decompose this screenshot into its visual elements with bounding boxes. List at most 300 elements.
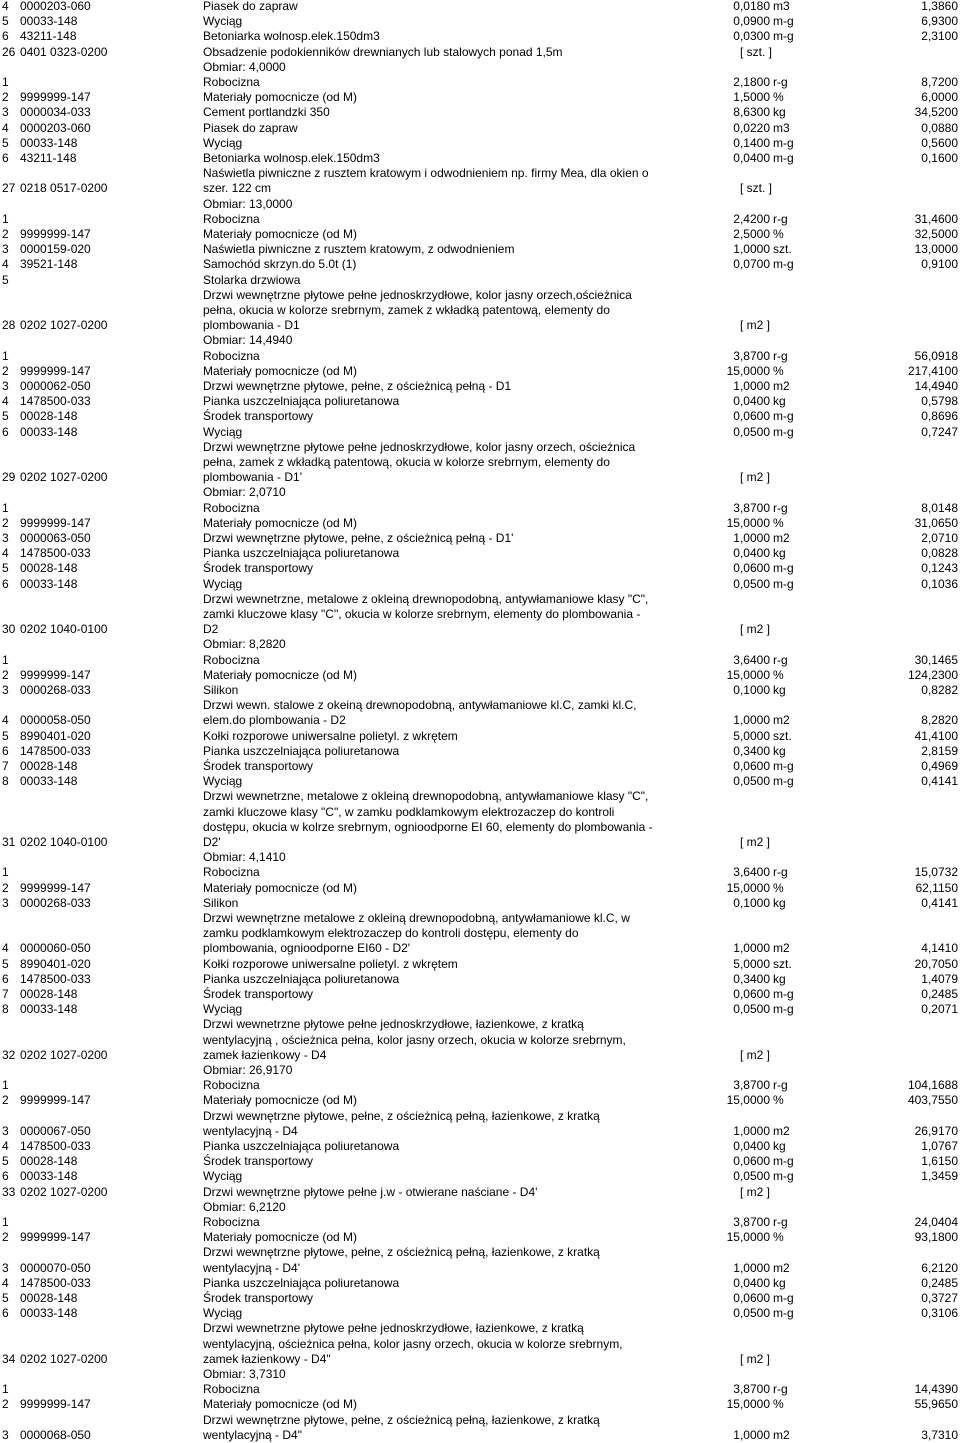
row-number: 3 bbox=[2, 683, 9, 697]
unit: kg bbox=[773, 1275, 786, 1290]
item-code: 0000268-033 bbox=[20, 895, 91, 910]
item-description: Materiały pomocnicze (od M) bbox=[203, 227, 358, 241]
amount: 4,1410 bbox=[921, 941, 958, 956]
item-description: Materiały pomocnicze (od M) bbox=[203, 880, 358, 895]
quantity: 0,0220 bbox=[733, 120, 770, 135]
item-description: Obmiar: 4,1410 bbox=[203, 850, 286, 865]
amount: 13,0000 bbox=[914, 242, 958, 257]
row-number: 4 bbox=[2, 1275, 9, 1290]
amount: 20,7050 bbox=[914, 956, 958, 971]
item-code: 00028-148 bbox=[20, 759, 78, 773]
item-code: 0000067-050 bbox=[20, 1123, 91, 1138]
amount: 8,2820 bbox=[921, 713, 958, 728]
item-code: 00033-148 bbox=[20, 14, 78, 29]
item-description: Drzwi wewnętrzne płytowe, pełne, z ościeżnicą pełną - D1 bbox=[203, 379, 512, 393]
measurement-row bbox=[0, 197, 960, 212]
item-code: 0202 1027-0200 bbox=[20, 1184, 108, 1199]
quantity: 1,0000 bbox=[733, 531, 770, 545]
measurement-row bbox=[0, 60, 960, 75]
item-description: Obmiar: 6,2120 bbox=[203, 1199, 286, 1214]
amount: 1,3860 bbox=[921, 0, 958, 13]
amount: 56,0918 bbox=[914, 348, 958, 363]
position-row bbox=[0, 1321, 960, 1367]
measure-unit: [ m2 ] bbox=[740, 470, 771, 485]
quantity: 0,3400 bbox=[733, 971, 770, 986]
unit: m2 bbox=[773, 941, 790, 956]
position-row bbox=[0, 1017, 960, 1063]
measure-unit: [ m2 ] bbox=[740, 1184, 771, 1199]
table-row bbox=[0, 136, 960, 151]
row-number: 1 bbox=[2, 348, 9, 363]
row-number: 2 bbox=[2, 515, 9, 530]
item-code: 0401 0323-0200 bbox=[20, 44, 108, 59]
item-code: 0000068-050 bbox=[20, 1427, 91, 1442]
quantity: 0,0400 bbox=[733, 1139, 770, 1153]
item-description: Drzwi wewnetrzne, metalowe z okleiną drewnopodobną, antywłamaniowe klasy "C", bbox=[203, 591, 649, 606]
table-row bbox=[0, 1078, 960, 1093]
row-number: 4 bbox=[2, 546, 9, 561]
quantity: 0,0900 bbox=[733, 14, 770, 29]
item-code: 00033-148 bbox=[20, 1306, 78, 1321]
item-description: zamek łazienkowy - D4 bbox=[203, 1047, 327, 1062]
row-number: 4 bbox=[2, 1139, 9, 1153]
table-row bbox=[0, 698, 960, 728]
item-description: Środek transportowy bbox=[203, 409, 314, 424]
item-description: Środek transportowy bbox=[203, 987, 314, 1001]
table-row bbox=[0, 957, 960, 972]
unit: m-g bbox=[773, 561, 794, 576]
item-description: wentylacyjną - D4' bbox=[203, 1260, 300, 1275]
quantity: 0,0500 bbox=[733, 576, 770, 591]
unit: % bbox=[773, 515, 784, 530]
item-code: 0202 1027-0200 bbox=[20, 1351, 108, 1366]
quantity: 0,0600 bbox=[733, 1291, 770, 1305]
item-description: Środek transportowy bbox=[203, 1291, 314, 1305]
row-number: 5 bbox=[2, 14, 9, 29]
quantity: 0,1400 bbox=[733, 135, 770, 150]
item-description: Pianka uszczelniająca poliuretanowa bbox=[203, 743, 400, 758]
item-description: Robocizna bbox=[203, 865, 260, 880]
unit: m2 bbox=[773, 379, 790, 393]
amount: 3,7310 bbox=[921, 1427, 958, 1442]
item-description: Wyciąg bbox=[203, 1306, 243, 1321]
item-code: 9999999-147 bbox=[20, 363, 91, 378]
table-row bbox=[0, 425, 960, 440]
item-description: Pianka uszczelniająca poliuretanowa bbox=[203, 1139, 400, 1153]
item-description: Wyciąg bbox=[203, 14, 243, 29]
row-number: 5 bbox=[2, 561, 9, 576]
table-row bbox=[0, 1002, 960, 1017]
amount: 0,0880 bbox=[921, 120, 958, 135]
table-row bbox=[0, 577, 960, 592]
quantity: 0,1000 bbox=[733, 683, 770, 697]
amount: 0,2071 bbox=[921, 1002, 958, 1017]
row-number: 6 bbox=[2, 576, 9, 591]
amount: 34,5200 bbox=[914, 105, 958, 120]
quantity: 1,0000 bbox=[733, 379, 770, 393]
amount: 0,0828 bbox=[921, 546, 958, 561]
item-description: Drzwi wewn. stalowe z okeiną drewnopodobną, antywłamaniowe kl.C, zamki kl.C, bbox=[203, 698, 637, 713]
row-number: 6 bbox=[2, 1169, 9, 1184]
table-row bbox=[0, 379, 960, 394]
quantity: 3,8700 bbox=[733, 1215, 770, 1229]
unit: m2 bbox=[773, 1427, 790, 1442]
amount: 0,2485 bbox=[921, 1275, 958, 1290]
amount: 31,4600 bbox=[914, 211, 958, 226]
table-row bbox=[0, 75, 960, 90]
amount: 55,9650 bbox=[914, 1397, 958, 1412]
unit: r-g bbox=[773, 348, 788, 363]
unit: m2 bbox=[773, 531, 790, 545]
item-description: Naświetla piwniczne z rusztem kratowym, z odwodnieniem bbox=[203, 242, 515, 257]
unit: kg bbox=[773, 895, 786, 910]
unit: m-g bbox=[773, 759, 794, 773]
item-code: 1478500-033 bbox=[20, 394, 91, 409]
quantity: 0,0700 bbox=[733, 257, 770, 272]
row-number: 3 bbox=[2, 531, 9, 545]
row-number: 4 bbox=[2, 941, 9, 956]
quantity: 0,0600 bbox=[733, 561, 770, 576]
row-number: 3 bbox=[2, 105, 9, 120]
amount: 8,0148 bbox=[921, 500, 958, 515]
row-number: 5 bbox=[2, 1154, 9, 1169]
row-number: 27 bbox=[2, 181, 16, 196]
amount: 0,8696 bbox=[921, 409, 958, 424]
amount: 0,1600 bbox=[921, 151, 958, 165]
table-row bbox=[0, 257, 960, 272]
item-description: Materiały pomocnicze (od M) bbox=[203, 1397, 358, 1412]
item-description: plombowania - D1' bbox=[203, 470, 303, 485]
item-description: Wyciąg bbox=[203, 1002, 243, 1017]
item-description: Robocizna bbox=[203, 1382, 260, 1397]
quantity: 2,4200 bbox=[733, 211, 770, 226]
unit: m2 bbox=[773, 1260, 790, 1275]
row-number: 30 bbox=[2, 622, 16, 637]
row-number: 2 bbox=[2, 667, 9, 682]
quantity: 15,0000 bbox=[726, 880, 770, 895]
quantity: 15,0000 bbox=[726, 363, 770, 378]
unit: m-g bbox=[773, 987, 794, 1001]
item-code: 0202 1040-0100 bbox=[20, 834, 108, 849]
row-number: 33 bbox=[2, 1184, 16, 1199]
quantity: 0,0400 bbox=[733, 151, 770, 165]
item-description: Wyciąg bbox=[203, 576, 243, 591]
item-description: Obmiar: 14,4940 bbox=[203, 333, 293, 348]
position-row bbox=[0, 45, 960, 60]
unit: r-g bbox=[773, 1078, 788, 1093]
table-row bbox=[0, 896, 960, 911]
quantity: 15,0000 bbox=[726, 515, 770, 530]
table-row bbox=[0, 1139, 960, 1154]
unit: % bbox=[773, 1093, 784, 1108]
measurement-row bbox=[0, 1063, 960, 1078]
row-number: 34 bbox=[2, 1351, 16, 1366]
position-row bbox=[0, 166, 960, 196]
amount: 30,1465 bbox=[914, 652, 958, 667]
item-description: Robocizna bbox=[203, 211, 260, 226]
table-row bbox=[0, 1397, 960, 1412]
unit: m-g bbox=[773, 1306, 794, 1321]
quantity: 15,0000 bbox=[726, 667, 770, 682]
item-description: Obmiar: 13,0000 bbox=[203, 196, 293, 211]
row-number: 2 bbox=[2, 1397, 9, 1412]
table-row bbox=[0, 1291, 960, 1306]
item-code: 1478500-033 bbox=[20, 971, 91, 986]
table-row bbox=[0, 1230, 960, 1245]
item-code: 0202 1027-0200 bbox=[20, 318, 108, 333]
item-description: Drzwi wewnetrzne, metalowe z okleiną drewnopodobną, antywłamaniowe klasy "C", bbox=[203, 789, 649, 804]
unit: m-g bbox=[773, 29, 794, 44]
table-row bbox=[0, 501, 960, 516]
amount: 217,4100 bbox=[907, 363, 958, 378]
quantity: 0,0500 bbox=[733, 1306, 770, 1321]
item-description: Drzwi wewnętrzne płytowe pełne j.w - otwierane naściane - D4' bbox=[203, 1184, 538, 1199]
item-code: 0000070-050 bbox=[20, 1260, 91, 1275]
row-number: 29 bbox=[2, 470, 16, 485]
table-row bbox=[0, 744, 960, 759]
amount: 0,5798 bbox=[921, 394, 958, 409]
table-row bbox=[0, 349, 960, 364]
amount: 15,0732 bbox=[914, 865, 958, 880]
item-code: 39521-148 bbox=[20, 257, 78, 272]
item-description: Pianka uszczelniająca poliuretanowa bbox=[203, 394, 400, 409]
item-description: plombowania, ognioodporne EI60 - D2' bbox=[203, 941, 411, 956]
table-row bbox=[0, 227, 960, 242]
item-description: Kołki rozporowe uniwersalne polietyl. z wkrętem bbox=[203, 728, 458, 743]
row-number: 7 bbox=[2, 987, 9, 1001]
item-description: zamki kluczowe klasy "C", okucia w kolorze srebrnym, elementy do plombowania - bbox=[203, 606, 641, 621]
table-row bbox=[0, 409, 960, 424]
row-number: 28 bbox=[2, 318, 16, 333]
quantity: 1,5000 bbox=[733, 90, 770, 105]
quantity: 15,0000 bbox=[726, 1093, 770, 1108]
item-description: Materiały pomocnicze (od M) bbox=[203, 363, 358, 378]
quantity: 2,5000 bbox=[733, 227, 770, 241]
item-code: 9999999-147 bbox=[20, 880, 91, 895]
unit: r-g bbox=[773, 211, 788, 226]
quantity: 3,8700 bbox=[733, 1078, 770, 1093]
unit: % bbox=[773, 880, 784, 895]
item-description: Materiały pomocnicze (od M) bbox=[203, 90, 358, 105]
quantity: 0,0600 bbox=[733, 409, 770, 424]
item-description: Drzwi wewnętrzne płytowe, pełne, z ościeżnicą pełną, łazienkowe, z kratką bbox=[203, 1412, 600, 1427]
table-row bbox=[0, 546, 960, 561]
item-code: 0000159-020 bbox=[20, 242, 91, 257]
table-row bbox=[0, 972, 960, 987]
unit: kg bbox=[773, 743, 786, 758]
item-description: Robocizna bbox=[203, 75, 260, 89]
table-row bbox=[0, 1413, 960, 1443]
item-code: 00028-148 bbox=[20, 987, 78, 1001]
position-row bbox=[0, 440, 960, 486]
table-row bbox=[0, 911, 960, 957]
unit: m2 bbox=[773, 1123, 790, 1138]
item-description: pełna, okucia w kolorze srebrnym, zamek z wkładką patentową, elementy do bbox=[203, 302, 610, 317]
row-number: 1 bbox=[2, 500, 9, 515]
unit: m-g bbox=[773, 1002, 794, 1017]
item-description: Drzwi wewnętrzne metalowe z okleiną drewnopodobną, antywłamaniowe kl.C, w bbox=[203, 911, 630, 925]
item-code: 0000203-060 bbox=[20, 120, 91, 135]
unit: m-g bbox=[773, 14, 794, 29]
measure-unit: [ m2 ] bbox=[740, 622, 771, 637]
item-description: Robocizna bbox=[203, 348, 260, 363]
row-number: 2 bbox=[2, 1230, 9, 1245]
table-row bbox=[0, 90, 960, 105]
item-description: elem.do plombowania - D2 bbox=[203, 713, 346, 728]
item-description: Robocizna bbox=[203, 1215, 260, 1229]
measurement-row bbox=[0, 637, 960, 652]
unit: % bbox=[773, 363, 784, 378]
item-description: Środek transportowy bbox=[203, 759, 314, 773]
quantity: 3,8700 bbox=[733, 348, 770, 363]
item-code: 0000268-033 bbox=[20, 683, 91, 697]
item-code: 9999999-147 bbox=[20, 515, 91, 530]
quantity: 0,0600 bbox=[733, 1154, 770, 1169]
amount: 124,2300 bbox=[907, 667, 958, 682]
row-number: 2 bbox=[2, 880, 9, 895]
amount: 0,3727 bbox=[921, 1291, 958, 1305]
table-row bbox=[0, 105, 960, 120]
item-code: 1478500-033 bbox=[20, 743, 91, 758]
item-description: Cement portlandzki 350 bbox=[203, 105, 330, 120]
table-row bbox=[0, 759, 960, 774]
quantity: 3,6400 bbox=[733, 865, 770, 880]
quantity: 0,0500 bbox=[733, 424, 770, 439]
row-number: 31 bbox=[2, 834, 16, 849]
row-number: 2 bbox=[2, 227, 9, 241]
item-description: Obmiar: 2,0710 bbox=[203, 485, 286, 500]
amount: 2,0710 bbox=[921, 531, 958, 545]
amount: 0,3106 bbox=[921, 1306, 958, 1321]
position-row bbox=[0, 1185, 960, 1200]
amount: 0,8282 bbox=[921, 683, 958, 697]
item-description: Drzwi wewnętrzne płytowe, pełne, z ościeżnicą pełną, łazienkowe, z kratką bbox=[203, 1245, 600, 1260]
table-row bbox=[0, 1276, 960, 1291]
item-code: 00028-148 bbox=[20, 1154, 78, 1169]
table-row bbox=[0, 1169, 960, 1184]
table-row bbox=[0, 212, 960, 227]
unit: m-g bbox=[773, 151, 794, 165]
amount: 32,5000 bbox=[914, 227, 958, 241]
item-description: Obmiar: 4,0000 bbox=[203, 59, 286, 74]
measurement-row bbox=[0, 1367, 960, 1382]
row-number: 5 bbox=[2, 272, 9, 287]
item-description: Pianka uszczelniająca poliuretanowa bbox=[203, 1275, 400, 1290]
unit: r-g bbox=[773, 1215, 788, 1229]
row-number: 1 bbox=[2, 865, 9, 880]
amount: 6,0000 bbox=[921, 90, 958, 105]
quantity: 3,6400 bbox=[733, 652, 770, 667]
unit: m-g bbox=[773, 257, 794, 272]
amount: 0,9100 bbox=[921, 257, 958, 272]
item-code: 00033-148 bbox=[20, 576, 78, 591]
item-description: Drzwi wewnętrzne płytowe, pełne, z ościeżnicą pełną - D1' bbox=[203, 531, 514, 545]
table-row bbox=[0, 364, 960, 379]
amount: 41,4100 bbox=[914, 728, 958, 743]
amount: 6,2120 bbox=[921, 1260, 958, 1275]
item-code: 9999999-147 bbox=[20, 1093, 91, 1108]
item-code: 9999999-147 bbox=[20, 667, 91, 682]
item-code: 0000063-050 bbox=[20, 531, 91, 545]
item-description: wentylacyjną - D4" bbox=[203, 1427, 302, 1442]
item-code: 9999999-147 bbox=[20, 227, 91, 241]
amount: 0,4969 bbox=[921, 759, 958, 773]
quantity: 0,0180 bbox=[733, 0, 770, 13]
quantity: 1,0000 bbox=[733, 1427, 770, 1442]
row-number: 3 bbox=[2, 1260, 9, 1275]
item-description: Środek transportowy bbox=[203, 561, 314, 576]
table-row bbox=[0, 1093, 960, 1108]
item-code: 00033-148 bbox=[20, 135, 78, 150]
unit: % bbox=[773, 90, 784, 105]
unit: % bbox=[773, 667, 784, 682]
quantity: 0,3400 bbox=[733, 743, 770, 758]
item-description: Materiały pomocnicze (od M) bbox=[203, 1230, 358, 1245]
item-description: Obsadzenie podokienników drewnianych lub stalowych ponad 1,5m bbox=[203, 44, 563, 59]
item-code: 8990401-020 bbox=[20, 728, 91, 743]
table-row bbox=[0, 881, 960, 896]
quantity: 3,8700 bbox=[733, 500, 770, 515]
row-number: 4 bbox=[2, 120, 9, 135]
table-row bbox=[0, 531, 960, 546]
row-number: 1 bbox=[2, 652, 9, 667]
item-description: Piasek do zapraw bbox=[203, 0, 298, 13]
item-description: Materiały pomocnicze (od M) bbox=[203, 515, 358, 530]
item-description: Pianka uszczelniająca poliuretanowa bbox=[203, 546, 400, 561]
table-row bbox=[0, 729, 960, 744]
unit: r-g bbox=[773, 865, 788, 880]
item-description: Robocizna bbox=[203, 1078, 260, 1093]
row-number: 5 bbox=[2, 1291, 9, 1305]
quantity: 15,0000 bbox=[726, 1397, 770, 1412]
row-number: 4 bbox=[2, 0, 9, 13]
table-row bbox=[0, 0, 960, 14]
unit: m-g bbox=[773, 576, 794, 591]
measure-unit: [ m2 ] bbox=[740, 1047, 771, 1062]
item-description: Drzwi wewnetrzne płytowe pełne jednoskrzydłowe, łazienkowe, z kratką bbox=[203, 1017, 584, 1032]
table-row bbox=[0, 121, 960, 136]
quantity: 8,6300 bbox=[733, 105, 770, 120]
item-description: plombowania - D1 bbox=[203, 318, 300, 333]
quantity: 5,0000 bbox=[733, 956, 770, 971]
item-description: Silikon bbox=[203, 683, 239, 697]
item-code: 1478500-033 bbox=[20, 1275, 91, 1290]
measure-unit: [ szt. ] bbox=[740, 181, 773, 196]
quantity: 1,0000 bbox=[733, 1260, 770, 1275]
amount: 0,1036 bbox=[921, 576, 958, 591]
amount: 104,1688 bbox=[907, 1078, 958, 1093]
quantity: 2,1800 bbox=[733, 75, 770, 89]
quantity: 0,0400 bbox=[733, 1275, 770, 1290]
row-number: 6 bbox=[2, 743, 9, 758]
amount: 0,2485 bbox=[921, 987, 958, 1001]
measure-unit: [ szt. ] bbox=[740, 44, 773, 59]
item-code: 43211-148 bbox=[20, 29, 77, 44]
quantity: 0,0500 bbox=[733, 1002, 770, 1017]
unit: szt. bbox=[773, 956, 792, 971]
quantity: 15,0000 bbox=[726, 1230, 770, 1245]
row-number: 5 bbox=[2, 956, 9, 971]
quantity: 0,1000 bbox=[733, 895, 770, 910]
quantity: 3,8700 bbox=[733, 1382, 770, 1397]
item-description: Kołki rozporowe uniwersalne polietyl. z wkrętem bbox=[203, 956, 458, 971]
item-description: Wyciąg bbox=[203, 774, 243, 789]
unit: kg bbox=[773, 546, 786, 561]
amount: 31,0650 bbox=[914, 515, 958, 530]
item-code: 9999999-147 bbox=[20, 1230, 91, 1245]
table-row bbox=[0, 683, 960, 698]
quantity: 0,0300 bbox=[733, 29, 770, 44]
